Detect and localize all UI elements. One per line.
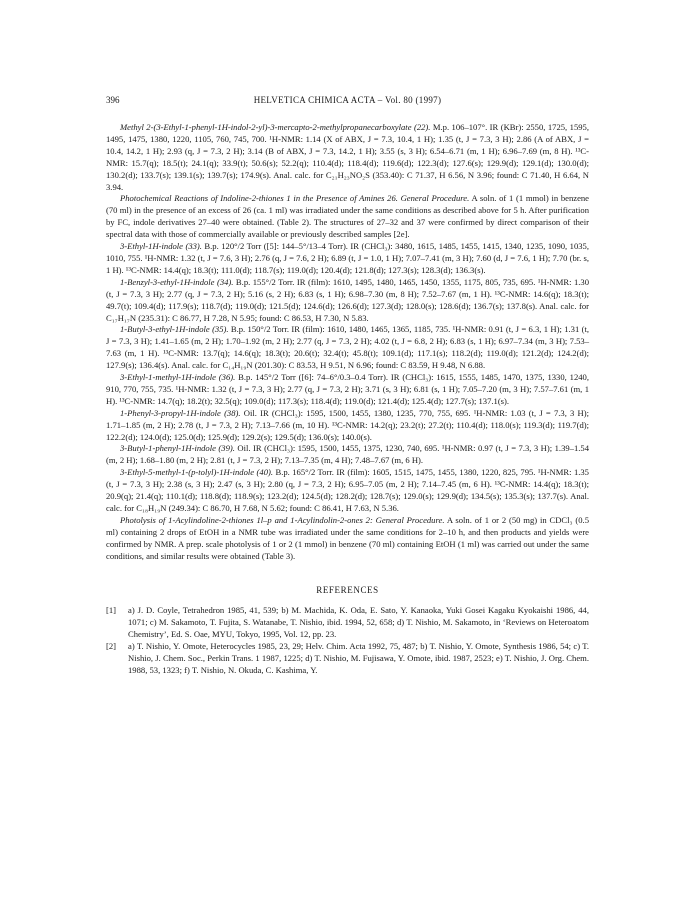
paragraph-compound-22 xyxy=(106,122,589,193)
reference-text: a) T. Nishio, Y. Omote, Heterocycles 1985, 23, 29; Helv. Chim. Acta 1992, 75, 487; b) T. Nishio, Y. Omote, Synthesis 1986, 54; c) T. Nishio, J. Chem. Soc., Perkin Trans. 1 1987, 1225; d) T. Nishio, M. Fujisawa, Y. Omote, ibid. 1987, 2523; e) T. Nishio, J. Org. Chem. 1988, 53, 1323; f) T. Nishio, N. Okuda, C. Kashima, Y. xyxy=(128,641,589,675)
reference-item xyxy=(106,641,589,677)
reference-number: [2] xyxy=(106,641,117,652)
paragraph-text: B.p. 120°/2 Torr ([5]: 144–5°/13–4 Torr). IR (CHCl₃): 3480, 1615, 1485, 1455, 1415, 1340, 1235, 1090, 1035, 1010, 755. ¹H-NMR: 1.32 (t, J = 7.6, 3 H); 2.76 (q, J = 7.6, 2 H); 6.89 (t, J = 1.0, 1 H); 7.07–7.41 (m, 3 H); 7.60 (d, J = 7.6, 1 H); 7.70 (br. s, 1 H). ¹³C-NMR: 14.4(q); 18.3(t); 111.0(d); 118.7(s); 119.0(d); 120.4(d); 121.8(d); 127.3(s); 128.3(d); 136.3(s). xyxy=(106,241,589,275)
paragraph-general-procedure-amines xyxy=(106,193,589,241)
compound-name: 3-Butyl-1-phenyl-1H-indole (39). xyxy=(120,443,235,454)
paragraph-compound-35 xyxy=(106,324,589,372)
section-heading: Photolysis of 1-Acylindoline-2-thiones 1l–p and 1-Acylindolin-2-ones 2: General Procedure. xyxy=(120,514,445,525)
page-header xyxy=(106,95,589,107)
paragraph-text: Oil. IR (CHCl₃): 1595, 1500, 1455, 1380, 1235, 770, 755, 695. ¹H-NMR: 1.03 (t, J = 7.3, 3 H); 1.71–1.85 (m, 2 H); 2.78 (t, J = 7.3, 2 H); 7.13–7.66 (m, 10 H). ¹³C-NMR: 14.2(q); 23.2(t); 27.2(t); 110.4(d); 118.0(s); 119.3(d); 119.7(d); 122.2(d); 124.0(d); 125.0(d); 125.9(d); 129.2(s); 129.5(d); 136.0(s); 140.0(s). xyxy=(106,407,590,442)
paragraph-compound-33 xyxy=(106,241,589,277)
reference-text: a) J. D. Coyle, Tetrahedron 1985, 41, 539; b) M. Machida, K. Oda, E. Sato, Y. Kanaoka, Yuki Gosei Kagaku Kyokaishi 1986, 44, 1071; c) M. Sakamoto, T. Fujita, S. Watanabe, T. Nishio, ibid. 1994, 52, 658; d) T. Nishio, M. Sakamoto, in ‘Reviews on Heteroatom Chemistry’, Ed. S. Oae, MYU, Tokyo, 1995, Vol. 12, pp. 23. xyxy=(128,605,589,640)
reference-item xyxy=(106,605,589,641)
compound-name: 1-Phenyl-3-propyl-1H-indole (38). xyxy=(120,407,241,418)
references-heading: REFERENCES xyxy=(316,584,379,595)
compound-name: 3-Ethyl-1-methyl-1H-indole (36). xyxy=(120,372,236,383)
paragraph-text: M.p. 106–107°. IR (KBr): 2550, 1725, 1595, 1495, 1475, 1380, 1220, 1105, 760, 745, 700. ¹H-NMR: 1.14 (X of ABX, J = 7.3, 10.4, 1 H); 1.35 (t, J = 7.3, 3 H); 2.86 (A of ABX, J = 10.4, 14.2, 1 H); 2.93 (q, J = 7.3, 2 H); 3.14 (B of ABX, J = 7.3, 14.2, 1 H); 3.55 (s, 3 H); 6.54–6.71 (m, 1 H); 6.96–7.69 (m, 8 H). ¹³C-NMR: 15.7(q); 18.5(t); 24.1(q); 33.9(t); 50.6(s); 52.2(q); 110.4(d); 118.4(d); 119.6(d); 122.3(d); 127.6(s); 129.9(d); 129.1(d); 130.0(d); 130.2(d); 133.7(s); 139.1(s); 139.7(s); 174.9(s). Anal. calc. for C₂₁H₂₃NO₂S (353.40): C 71.37, H 6.56, N 3.96; found: C 71.40, H 6.64, N 3.94. xyxy=(106,122,589,192)
paragraph-compound-34 xyxy=(106,277,589,325)
paragraph-compound-38 xyxy=(106,408,589,444)
paragraph-compound-40 xyxy=(106,467,589,515)
paragraph-text: A soln. of 1 or 2 (50 mg) in CDCl₃ (0.5 ml) containing 2 drops of EtOH in a NMR tube was irradiated under the same conditions for 2–10 h, and then products and yields were confirmed by NMR. A prep. scale photolysis of 1 or 2 (1 mmol) in benzene (70 ml) containing EtOH (1 ml) was carried out under the same conditions, and similar results were obtained (Table 3). xyxy=(106,514,589,561)
paragraph-photolysis-procedure xyxy=(106,515,589,563)
compound-name: Methyl 2-(3-Ethyl-1-phenyl-1H-indol-2-yl)-3-mercapto-2-methylpropanecarboxylate (22). xyxy=(120,122,431,132)
section-heading: Photochemical Reactions of Indoline-2-thiones 1 in the Presence of Amines 26. General Procedure. xyxy=(120,193,470,204)
paragraph-compound-39 xyxy=(106,443,589,467)
compound-name: 3-Ethyl-1H-indole (33). xyxy=(120,241,202,252)
paragraph-text: B.p. 150°/2 Torr. IR (film): 1610, 1480, 1465, 1365, 1185, 735. ¹H-NMR: 0.91 (t, J = 6.3, 1 H); 1.31 (t, J = 7.3, 3 H); 1.41–1.65 (m, 2 H); 1.70–1.92 (m, 2 H); 2.77 (q, J = 7.3, 2 H); 4.02 (t, J = 6.8, 2 H); 6.83 (s, 1 H); 6.97–7.34 (m, 3 H); 7.53–7.63 (m, 1 H). ¹³C-NMR: 13.7(q); 14.6(q); 18.3(t); 20.6(t); 32.4(t); 45.8(t); 109.1(d); 117.1(s); 118.2(d); 119.0(d); 121.2(d); 124.2(d); 127.9(s); 136.4(s). Anal. calc. for C₁₄H₁₉N (201.30): C 83.53, H 9.51, N 6.96; found: C 83.59, H 9.48, N 6.88. xyxy=(106,324,589,371)
compound-name: 1-Butyl-3-ethyl-1H-indole (35). xyxy=(120,324,229,335)
paragraph-text: B.p. 145°/2 Torr ([6]: 74–6°/0.3–0.4 Torr). IR (CHCl₃): 1615, 1555, 1485, 1470, 1375, 1330, 1240, 910, 770, 755, 735. ¹H-NMR: 1.32 (t, J = 7.3, 3 H); 2.77 (q, J = 7.3, 2 H); 3.71 (s, 3 H); 6.81 (s, 1 H); 7.05–7.20 (m, 3 H); 7.57–7.61 (m, 1 H). ¹³C-NMR: 14.7(q); 18.2(t); 32.5(q); 109.0(d); 117.3(s); 118.4(d); 119.0(d); 121.4(d); 125.4(d); 127.7(s); 137.1(s). xyxy=(106,372,589,406)
paragraph-text: Oil. IR (CHCl₃): 1595, 1500, 1455, 1375, 1230, 740, 695. ¹H-NMR: 0.97 (t, J = 7.3, 3 H); 1.39–1.54 (m, 2 H); 1.68–1.80 (m, 2 H); 2.81 (t, J = 7.3, 2 H); 7.13–7.35 (m, 4 H); 7.48–7.67 (m, 6 H). xyxy=(106,443,589,466)
paragraph-compound-36 xyxy=(106,372,589,408)
compound-name: 3-Ethyl-5-methyl-1-(p-tolyl)-1H-indole (40). xyxy=(120,467,274,478)
paragraph-text: B.p. 155°/2 Torr. IR (film): 1610, 1495, 1480, 1465, 1450, 1355, 1175, 805, 735, 695. ¹H-NMR: 1.30 (t, J = 7.3, 3 H); 2.77 (q, J = 7.3, 2 H); 5.16 (s, 2 H); 6.83 (s, 1 H); 6.98–7.30 (m, 8 H); 7.52–7.67 (m, 1 H). ¹³C-NMR: 14.6(q); 18.3(t); 49.7(t); 109.4(d); 117.9(s); 118.7(d); 119.0(d); 121.5(d); 124.6(d); 126.6(d); 127.3(d); 128.0(s); 128.6(d); 136.7(s); 137.8(s). Anal. calc. for C₁₇H₁₇N (235.31): C 86.77, H 7.28, N 5.95; found: C 86.53, H 7.30, N 5.83. xyxy=(106,276,589,323)
paragraph-text: A soln. of 1 (1 mmol) in benzene (70 ml) in the presence of an excess of 26 (ca. 1 ml) was irradiated under the same conditions as described above for 5 h. After purification by FC, indole derivatives 27–40 were obtained. (Table 2). The structures of 27–32 and 37 were confirmed by direct comparison of their spectral data with those of commercially available or previously described samples [2e]. xyxy=(106,193,589,240)
article-body xyxy=(106,122,589,677)
paragraph-text: B.p. 165°/2 Torr. IR (film): 1605, 1515, 1475, 1455, 1380, 1220, 825, 795. ¹H-NMR: 1.35 (t, J = 7.3, 3 H); 2.38 (s, 3 H); 2.47 (s, 3 H); 2.80 (q, J = 7.3, 2 H); 6.95–7.05 (m, 2 H); 7.14–7.45 (m, 6 H). ¹³C-NMR: 14.4(q); 18.3(t); 20.9(q); 21.4(q); 110.1(d); 118.8(d); 118.9(s); 123.2(d); 124.5(d); 128.2(d); 128.7(s); 129.0(s); 129.9(d); 134.5(s); 135.3(s); 137.7(s). Anal. calc. for C₁₈H₁₉N (249.34): C 86.70, H 7.68, N 5.62; found: C 86.41, H 7.63, N 5.36. xyxy=(106,467,589,513)
running-title: HELVETICA CHIMICA ACTA – Vol. 80 (1997) xyxy=(253,95,442,105)
reference-number: [1] xyxy=(106,605,117,616)
compound-name: 1-Benzyl-3-ethyl-1H-indole (34). xyxy=(120,276,234,287)
page-number: 396 xyxy=(106,95,120,105)
